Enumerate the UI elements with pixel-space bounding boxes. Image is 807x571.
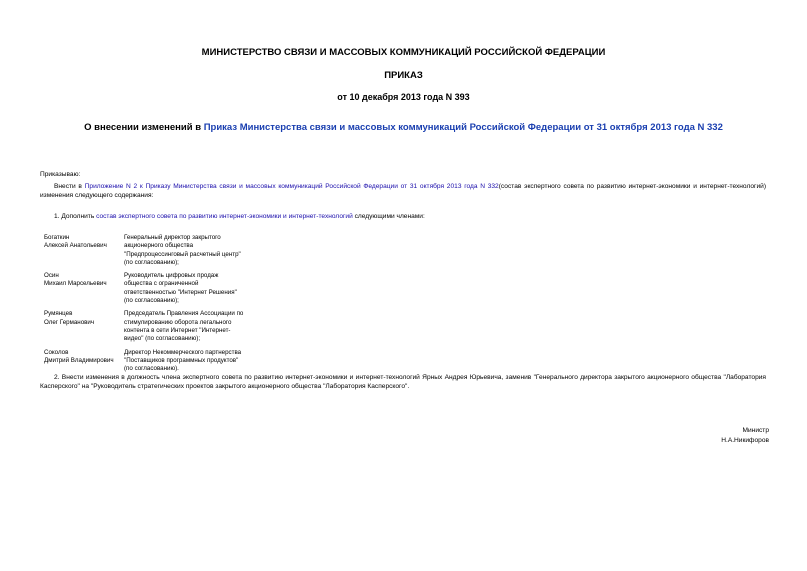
member-surname: Богаткин xyxy=(44,234,70,241)
position-line: контента в сети Интернет "Интернет- xyxy=(124,326,231,334)
member-name xyxy=(44,310,124,343)
subject-order-link[interactable]: Приказ Министерства связи и массовых коммуникаций Российской Федерации от 31 октября 2013 года N 332 xyxy=(203,122,723,133)
council-composition-link[interactable]: состав экспертного совета по развитию интернет-экономики и интернет-технологий xyxy=(96,213,353,220)
position-line: "Поставщиков программных продуктов" xyxy=(124,356,239,364)
member-position xyxy=(124,349,284,374)
member-given-name: Михаил Марсельевич xyxy=(44,280,107,288)
position-line: акционерного общества xyxy=(124,242,194,250)
position-line: Руководитель цифровых продаж xyxy=(124,272,219,280)
point-1-suffix: следующими членами: xyxy=(352,213,425,220)
intro-paragraph xyxy=(40,182,766,200)
member-name xyxy=(44,272,124,305)
subject-heading xyxy=(0,122,807,133)
document-type-heading: ПРИКАЗ xyxy=(384,70,423,81)
member-position xyxy=(124,272,284,305)
position-line: видео" (по согласованию); xyxy=(124,335,201,343)
subject-prefix: О внесении изменений в xyxy=(84,122,204,133)
position-line: "Предпроцессинговый расчетный центр" xyxy=(124,250,241,258)
position-line: ответственностью "Интернет Решения" xyxy=(124,288,237,296)
member-row xyxy=(44,272,284,305)
point-1-paragraph xyxy=(54,212,425,221)
ministry-heading: МИНИСТЕРСТВО СВЯЗИ И МАССОВЫХ КОММУНИКАЦИЙ РОССИЙСКОЙ ФЕДЕРАЦИИ xyxy=(201,47,606,58)
point-1-prefix: 1. Дополнить xyxy=(54,213,97,220)
member-row xyxy=(44,310,284,343)
member-surname: Соколов xyxy=(44,348,69,356)
position-line: общества с ограниченной xyxy=(124,280,199,288)
member-surname: Румянцев xyxy=(44,310,73,318)
point-2-paragraph: 2. Внести изменения в должность члена экспертного совета по развитию интернет-экономики и интернет-технологий Ярных Андрея Юрьевича, заменив "Генерального директора закрытого акционерного общества "Лаборатория Касперского" на "Руководитель стратегических проектов закрытого акционерного общества "Лаборатория Касперского". xyxy=(40,374,766,390)
members-list xyxy=(44,234,284,378)
date-number-heading: от 10 декабря 2013 года N 393 xyxy=(337,92,470,102)
appendix-link[interactable]: Приложение N 2 к Приказу Министерства связи и массовых коммуникаций Российской Федерации от 31 октября 2013 года N 332 xyxy=(84,183,499,190)
position-line: Генеральный директор закрытого xyxy=(124,234,221,241)
member-name xyxy=(44,349,124,374)
signature-block xyxy=(721,426,769,446)
member-given-name: Алексей Анатольевич xyxy=(44,242,107,250)
signatory-name: Н.А.Никифоров xyxy=(721,437,769,444)
member-row xyxy=(44,234,284,267)
intro-prefix: Внести в xyxy=(54,183,85,190)
member-position xyxy=(124,310,284,343)
position-line: (по согласованию). xyxy=(124,365,179,373)
position-line: (по согласованию); xyxy=(124,258,179,266)
member-position xyxy=(124,234,284,267)
position-line: Председатель Правления Ассоциации по xyxy=(124,310,244,318)
intro-suffix: (состав экспертного совета по развитию интернет-экономики и интернет-технологий) изменения следующего содержания: xyxy=(40,183,767,199)
member-row xyxy=(44,349,284,374)
position-line: Директор Некоммерческого партнерства xyxy=(124,348,242,356)
order-word: Приказываю: xyxy=(40,171,81,178)
member-surname: Осин xyxy=(44,272,59,280)
member-name xyxy=(44,234,124,267)
member-given-name: Олег Германович xyxy=(44,318,95,326)
position-line: (по согласованию); xyxy=(124,297,179,305)
member-given-name: Дмитрий Владимирович xyxy=(44,356,114,364)
position-line: стимулированию оборота легального xyxy=(124,318,232,326)
signatory-title: Министр xyxy=(742,427,769,434)
